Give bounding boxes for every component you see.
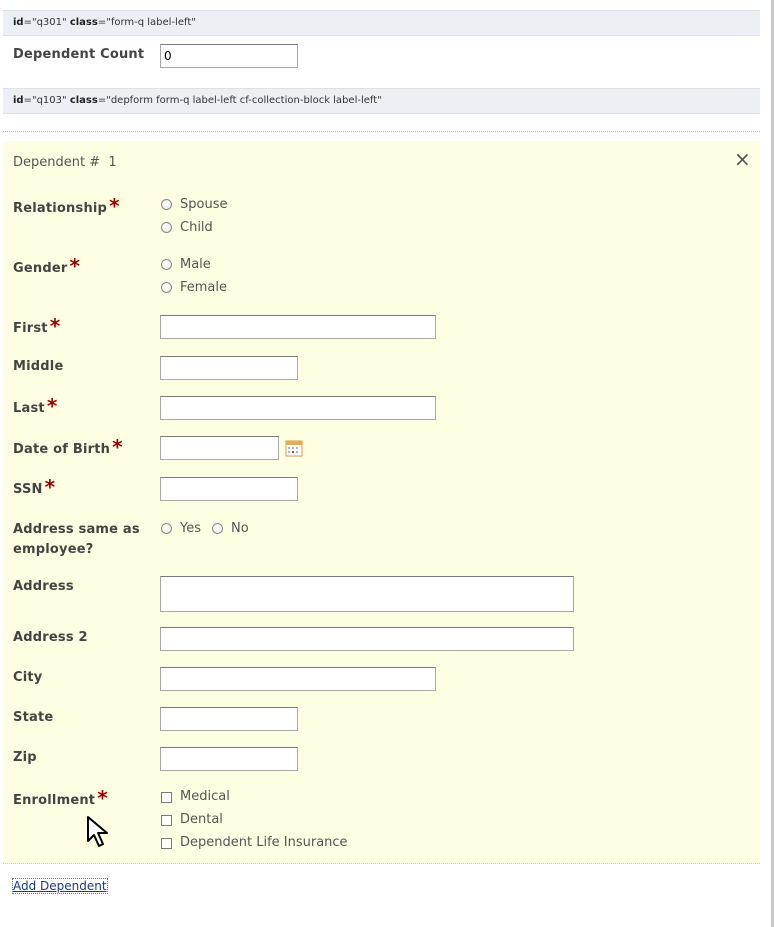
debug-info-bar: id="q301" class="form-q label-left": [3, 10, 760, 36]
dependent-title: [13, 155, 117, 170]
relationship-label: [13, 194, 120, 218]
first-name-input[interactable]: [160, 315, 436, 339]
city-input[interactable]: [160, 667, 436, 691]
last-name-input[interactable]: [160, 396, 436, 420]
enrollment-medical-checkbox[interactable]: [161, 792, 172, 803]
address-same-yes-label[interactable]: Yes: [180, 521, 201, 536]
mouse-cursor: [86, 815, 118, 849]
address-same-label: [13, 520, 140, 560]
debug-class-label: class: [69, 17, 98, 28]
required-marker: *: [49, 314, 61, 338]
dependent-count-label: Dependent Count: [13, 47, 145, 62]
gender-female-radio[interactable]: [161, 282, 172, 293]
zip-label: Zip: [13, 750, 37, 765]
ssn-label-text: SSN: [13, 482, 43, 497]
address-same-no-label[interactable]: No: [231, 521, 249, 536]
enrollment-dental-label[interactable]: Dental: [180, 812, 223, 827]
ssn-input[interactable]: [160, 477, 298, 501]
debug-id-label: id: [13, 95, 24, 106]
dob-label: [13, 435, 123, 459]
city-label: City: [13, 670, 43, 685]
address2-label: Address 2: [13, 630, 88, 645]
relationship-spouse-radio[interactable]: [161, 199, 172, 210]
enrollment-label-text: Enrollment: [13, 793, 96, 808]
address-same-label-line2: employee?: [13, 542, 94, 557]
zip-input[interactable]: [160, 747, 298, 771]
first-name-label-text: First: [13, 321, 48, 336]
required-marker: *: [112, 435, 123, 459]
debug-id-value: "q103": [31, 95, 67, 106]
address-textarea[interactable]: [160, 576, 574, 612]
enrollment-life-insurance-checkbox[interactable]: [161, 838, 172, 849]
dependent-title-text: Dependent #: [13, 155, 101, 170]
enrollment-dental-checkbox[interactable]: [161, 815, 172, 826]
required-marker: *: [97, 786, 108, 810]
relationship-label-text: Relationship: [13, 201, 108, 216]
debug-info-bar: id="q103" class="depform form-q label-left cf-collection-block label-left": [3, 88, 760, 114]
dob-label-text: Date of Birth: [13, 442, 111, 457]
required-marker: *: [109, 194, 120, 218]
relationship-child-label[interactable]: Child: [180, 220, 213, 235]
debug-id-label: id: [13, 17, 24, 28]
debug-class-value: "depform form-q label-left cf-collection-block label-left": [106, 95, 382, 106]
enrollment-label: [13, 786, 108, 810]
address-same-label-line1: Address same as: [13, 522, 140, 537]
debug-class-value: "form-q label-left": [106, 17, 196, 28]
first-name-label: [13, 314, 61, 338]
section-divider: [3, 131, 760, 132]
state-input[interactable]: [160, 707, 298, 731]
debug-id-value: "q301": [31, 17, 67, 28]
state-label: State: [13, 710, 54, 725]
address-label: Address: [13, 579, 74, 594]
gender-male-label[interactable]: Male: [180, 257, 211, 272]
address-same-yes-radio[interactable]: [161, 523, 172, 534]
address-same-no-radio[interactable]: [212, 523, 223, 534]
required-marker: *: [69, 254, 81, 278]
required-marker: *: [46, 394, 58, 418]
middle-name-input[interactable]: [160, 356, 298, 380]
gender-label: [13, 254, 81, 278]
enrollment-medical-label[interactable]: Medical: [180, 789, 230, 804]
last-name-label-text: Last: [13, 401, 45, 416]
dob-input[interactable]: [160, 436, 279, 460]
gender-female-label[interactable]: Female: [180, 280, 228, 295]
address2-input[interactable]: [160, 627, 574, 651]
relationship-child-radio[interactable]: [161, 222, 172, 233]
dependent-panel: [3, 141, 760, 864]
last-name-label: [13, 394, 58, 418]
dependent-number: 1: [108, 155, 117, 170]
close-icon[interactable]: ×: [734, 147, 751, 171]
debug-class-label: class: [69, 95, 98, 106]
ssn-label: [13, 475, 56, 499]
middle-name-label: Middle: [13, 359, 64, 374]
add-dependent-link[interactable]: Add Dependent: [13, 879, 107, 893]
calendar-icon[interactable]: [285, 439, 303, 457]
required-marker: *: [44, 475, 56, 499]
gender-male-radio[interactable]: [161, 259, 172, 270]
relationship-spouse-label[interactable]: Spouse: [180, 197, 228, 212]
enrollment-life-insurance-label[interactable]: Dependent Life Insurance: [180, 835, 348, 850]
dependent-count-input[interactable]: [160, 44, 298, 68]
gender-label-text: Gender: [13, 261, 68, 276]
